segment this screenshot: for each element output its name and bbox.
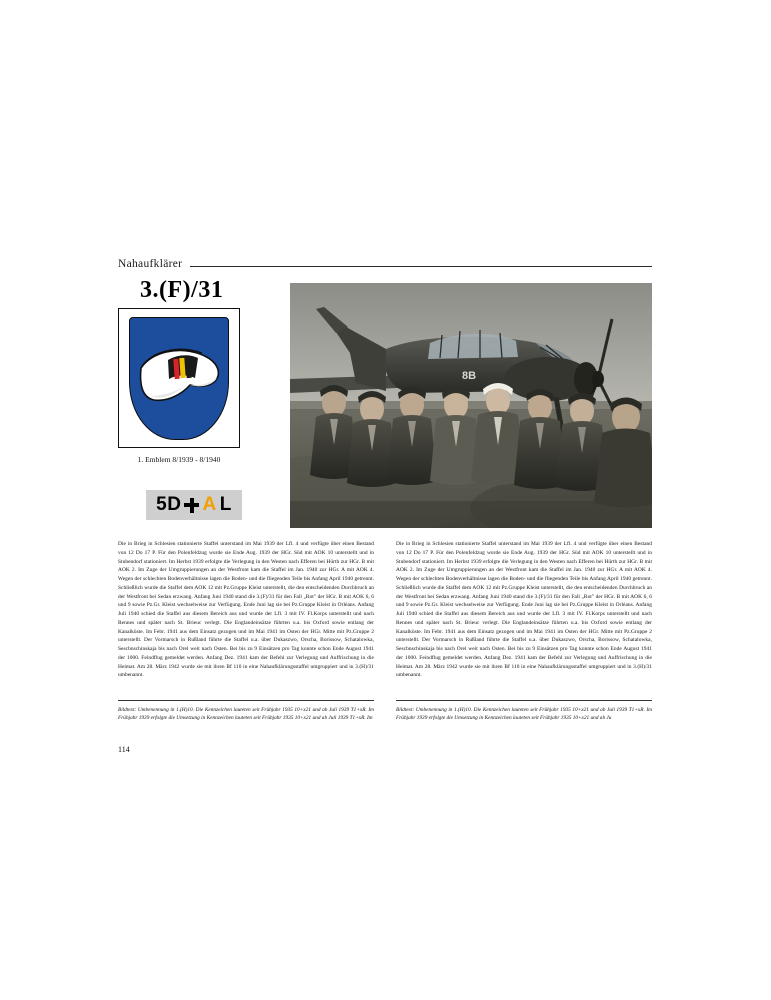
emblem-caption: 1. Emblem 8/1939 - 8/1940 xyxy=(137,455,221,464)
code-prefix: 5D xyxy=(156,494,182,515)
code-accent-letter: A xyxy=(202,494,217,515)
footnote-right: Bildtext: Umbenennung in 1.(H)10. Die Kennzeichen lauteten seit Frühjahr 1935 10+x21 und ab Juli 1939 T1+xR. Im Frühjahr 1939 erfolgte die Umsetzung in Kennzeichen lauteten seit Frühjahr 1935 10+x21 und ab Ju xyxy=(396,707,652,722)
footnote-left: Bildtext: Umbenennung in 1.(H)10. Die Kennzeichen lauteten seit Frühjahr 1935 10+x21 und ab Juli 1939 T1+xR. Im Frühjahr 1939 erfolgte die Umsetzung in Kennzeichen lauteten seit Frühjahr 1935 10+x21 und ab Juli 1939 T1+xR. Im xyxy=(118,707,374,722)
balkenkreuz-icon xyxy=(184,498,199,513)
code-plain-letter: L xyxy=(219,494,232,515)
header-title: Nahaufklärer xyxy=(118,258,183,270)
shield-shape xyxy=(129,317,229,440)
unit-designation: 3.(F)/31 xyxy=(140,277,224,303)
page-header xyxy=(118,258,652,270)
crew-group-photo xyxy=(290,283,652,528)
body-column-left: Die in Brieg in Schlesien stationierte Staffel unterstand im Mai 1939 der Lfl. 4 und verfügte über einen Bestand von 12 Do 17 P. Für den Polenfeldzug wurde sie Ende Aug. 1939 der HGr. Süd mit AOK 10 unterstellt und in Stubendorf stationiert. Im Herbst 1939 erfolgte die Verlegung in den Westen nach Efferen bei Hürth zur HGr. B mit AOK 2. Im Zuge der Umgruppierungen an der Westfront kam die Staffel im Jan. 1940 zur HGr. A mit AOK 4. Wegen der schlechten Bodenverhältnisse lagen die Boden- und die fliegenden Teile bis Anfang April 1940 getrennt. Schließlich wurde die Staffel dem AOK 12 mit Pz.Gruppe Kleist unterstellt, die den entscheidenden Durchbruch an der Westfront bei Sedan erzwang. Anfang Juni 1940 stand die 3.(F)/31 für den Fall „Rot" der HGr. B mit AOK 6, 6 und 9 sowie Pz.Gr. Kleist wechselweise zur Verfügung. Ende Juni lag sie bei Pz.Gruppe Kleist in Orléans. Anfang Juli 1940 schied die Staffel aus diesem Bereich aus und wurde der Lfl. 3 mit IV. Fl.Korps unterstellt und nach Rennes und später nach St. Brieuc verlegt. Die Englandeinsätze führten u.a. bis Oxford sowie entlang der Kanalküste. Im Febr. 1941 aus dem Einsatz gezogen und im Mai 1941 im Osten der HGr. Mitte mit Pz.Gruppe 2 unterstellt. Der Vormarsch in Rußland führte die Staffel u.a. über Dukaszwo, Orscha, Borissow, Schatalowka, Sescbnschinskaja bis nach Orel weit nach Osten. Bei bis zu 9 Einsätzen pro Tag konnte schon Ende August 1941 der 1000. Feindflug gemeldet werden. Anfang Dez. 1941 kam der Befehl zur Verlegung und Auffrischung in die Heimat. Am 28. März 1942 wurde sie mit ihren Bf 110 in eine Nahaufklärungsstaffel umgruppiert und in 3.(H)/31 umbenannt. xyxy=(118,541,374,679)
emblem-frame xyxy=(118,308,240,448)
body-column-right: Die in Brieg in Schlesien stationierte Staffel unterstand im Mai 1939 der Lfl. 4 und verfügte über einen Bestand von 12 Do 17 P. Für den Polenfeldzug wurde sie Ende Aug. 1939 der HGr. Süd mit AOK 10 unterstellt und in Stubendorf stationiert. Im Herbst 1939 erfolgte die Verlegung in den Westen nach Efferen bei Hürth zur HGr. B mit AOK 2. Im Zuge der Umgruppierungen an der Westfront kam die Staffel im Jan. 1940 zur HGr. A mit AOK 4. Wegen der schlechten Bodenverhältnisse lagen die Boden- und die fliegenden Teile bis Anfang April 1940 getrennt. Schließlich wurde die Staffel dem AOK 12 mit Pz.Gruppe Kleist unterstellt, die den entscheidenden Durchbruch an der Westfront bei Sedan erzwang. Anfang Juni 1940 stand die 3.(F)/31 für den Fall „Rot" der HGr. B mit AOK 6, 6 und 9 sowie Pz.Gr. Kleist wechselweise zur Verfügung. Ende Juni lag sie bei Pz.Gruppe Kleist in Orléans. Anfang Juli 1940 schied die Staffel aus diesem Bereich aus und wurde der Lfl. 3 mit IV. Fl.Korps unterstellt und nach Rennes und später nach St. Brieuc verlegt. Die Englandeinsätze führten u.a. bis Oxford sowie entlang der Kanalküste. Im Febr. 1941 aus dem Einsatz gezogen und im Mai 1941 im Osten der HGr. Mitte mit Pz.Gruppe 2 unterstellt. Der Vormarsch in Rußland führte die Staffel u.a. über Dukaszwo, Orscha, Borissow, Schatalowka, Sescbnschinskaja bis nach Orel weit nach Osten. Bei bis zu 9 Einsätzen pro Tag konnte schon Ende August 1941 der 1000. Feindflug gemeldet werden. Anfang Dez. 1941 kam der Befehl zur Verlegung und Auffrischung in die Heimat. Am 28. März 1942 wurde sie mit ihren Bf 110 in eine Nahaufklärungsstaffel umgruppiert und in 3.(H)/31 umbenannt. xyxy=(396,541,652,679)
page-number: 114 xyxy=(118,745,130,754)
footnote-rule-left xyxy=(118,700,374,701)
svg-text:8B: 8B xyxy=(462,370,477,382)
fuselage-code-band xyxy=(146,490,242,520)
tricorn-hat-icon xyxy=(138,348,222,410)
header-rule xyxy=(190,266,652,267)
emblem-shield xyxy=(129,317,229,440)
footnote-rule-right xyxy=(396,700,652,701)
